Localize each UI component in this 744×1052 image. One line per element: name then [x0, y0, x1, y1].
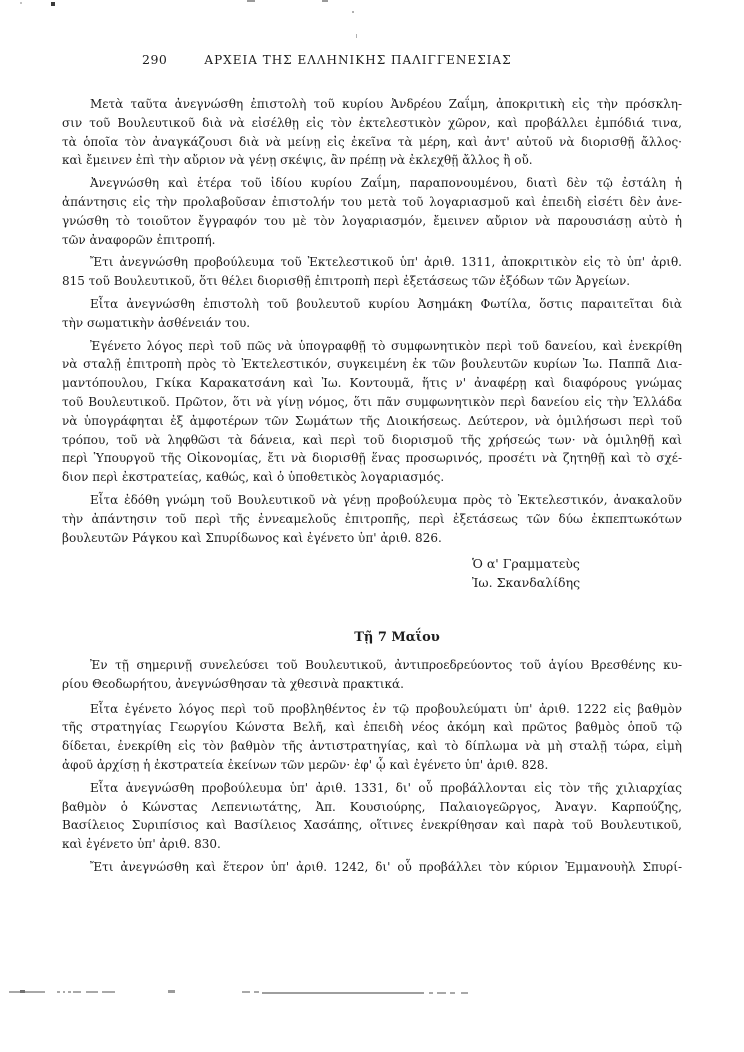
text-line: Μετὰ ταῦτα ἀνεγνώσθη ἐπιστολὴ τοῦ κυρίου Ἀνδρέου Ζαΐμη, ἀποκριτικὴ εἰς τὴν πρόσκλη-	[90, 97, 682, 111]
text-line: ρίου Θεοδωρήτου, ἀνεγνώσθησαν τὰ χθεσινὰ πρακτικά.	[62, 676, 404, 691]
scan-artifact	[63, 991, 65, 993]
text-line: περὶ Ὑπουργοῦ τῆς Οἰκονομίας, ἔτι νὰ διορισθῇ ἕνας προσωρινός, προσέτι νὰ ζητηθῇ καὶ τὸ σχέ-	[62, 451, 682, 466]
scan-artifact	[352, 11, 354, 13]
scan-artifact	[461, 992, 468, 994]
text-line: σιν τοῦ Βουλευτικοῦ διὰ νὰ εἰσέλθῃ εἰς τὸν ἐκτελεστικὸν χῶρον, καὶ προβάλλει ἐμπόδιά τινα,	[62, 115, 682, 130]
scan-artifact	[20, 2, 22, 4]
paragraph	[62, 858, 682, 877]
scan-artifact	[437, 992, 446, 994]
text-line: ἀπάντησις εἰς τὴν προλαβοῦσαν ἐπιστολήν του μετὰ τοῦ λογαριασμοῦ καὶ ἐπειδὴ εἰσέτι δὲν ἀνε-	[62, 194, 682, 209]
text-line: δίδεται, ἐνεκρίθη εἰς τὸν βαθμὸν τῆς ἀντιστρατηγίας, καὶ τὸ δίπλωμα νὰ μὴ σταλῇ τώρα, εἰμὴ	[62, 739, 682, 754]
scan-artifact	[102, 991, 115, 993]
scan-artifact	[73, 991, 81, 993]
running-header-title: ΑΡΧΕΙΑ ΤΗΣ ΕΛΛΗΝΙΚΗΣ ΠΑΛΙΓΓΕΝΕΣΙΑΣ	[204, 53, 512, 67]
paragraph	[62, 779, 682, 854]
text-line: Εἶτα ἀνεγνώσθη προβούλευμα ὑπ' ἀριθ. 1331, δι' οὗ προβάλλονται εἰς τὸν τῆς χιλιαρχίας	[90, 780, 682, 795]
scan-artifact	[242, 991, 250, 993]
scan-artifact	[168, 990, 175, 993]
paragraph	[62, 337, 682, 487]
paragraph	[62, 95, 682, 170]
text-line: καὶ ἔμεινεν ἐπὶ τὴν αὔριον νὰ γένῃ σκέψις, ἂν πρέπῃ νὰ ἐκλεχθῇ ἄλλος ἢ οὔ.	[62, 153, 533, 168]
text-line: βουλευτῶν Ράγκου καὶ Σπυρίδωνος καὶ ἐγένετο ὑπ' ἀριθ. 826.	[62, 530, 442, 545]
scan-artifact	[356, 34, 357, 38]
paragraph	[62, 700, 682, 775]
text-line: τὰ ὁποῖα τὸν ἀναγκάζουσι διὰ νὰ μείνῃ εἰς ἐκεῖνα τὰ μέρη, καὶ ἀντ' αὐτοῦ νὰ διορισθῇ ἄλλος·	[62, 134, 682, 149]
paragraph	[62, 491, 682, 547]
session-date-heading: Τῇ 7 Μαΐου	[354, 629, 440, 645]
paragraph	[62, 295, 682, 333]
document-body	[62, 95, 682, 881]
text-line: Ἔτι ἀνεγνώσθη καὶ ἕτερον ὑπ' ἀριθ. 1242, δι' οὗ προβάλλει τὸν κύριον Ἐμμανουὴλ Σπυρί-	[90, 859, 682, 874]
text-line: τῆς στρατηγίας Γεωργίου Κώνστα Βελῆ, καὶ ἐπειδὴ νέος ἀκόμη καὶ πρῶτος βαθμὸς ὁποῦ τῷ	[62, 720, 682, 735]
text-line: Ἐγένετο λόγος περὶ τοῦ πῶς νὰ ὑπογραφθῇ τὸ συμφωνητικὸν περὶ τοῦ δανείου, καὶ ἐνεκρίθη	[90, 338, 682, 353]
text-line: τῶν ἀναφορῶν ἐπιτροπή.	[62, 232, 216, 247]
scan-artifact	[20, 990, 25, 993]
scan-artifact	[51, 2, 55, 6]
paragraph	[62, 253, 682, 291]
page-number: 290	[142, 52, 168, 67]
text-line: Εἶτα ἀνεγνώσθη ἐπιστολὴ τοῦ βουλευτοῦ κυρίου Ἀσημάκη Φωτίλα, ὅστις παραιτεῖται διὰ	[90, 296, 682, 311]
text-line: Ἔτι ἀνεγνώσθη προβούλευμα τοῦ Ἐκτελεστικοῦ ὑπ' ἀριθ. 1311, ἀποκριτικὸν εἰς τὸ ὑπ' ἀριθ.	[90, 255, 682, 270]
signature-name: Ἰω. Σκανδαλίδης	[471, 575, 581, 591]
text-line: μαντόπουλου, Γκίκα Καρακατσάνη καὶ Ἰω. Κοντουμᾶ, ἥτις ν' ἀναφέρῃ καὶ διαφόρους γνώμας	[62, 376, 682, 391]
text-line: Εἶτα ἐδόθη γνώμη τοῦ Βουλευτικοῦ νὰ γένῃ προβούλευμα πρὸς τὸ Ἐκτελεστικόν, ἀνακαλοῦν	[90, 492, 682, 507]
text-line: διον περὶ ἐκστρατείας, καθώς, καὶ ὁ ὑποθετικὸς λογαριασμός.	[62, 470, 445, 485]
text-line: Ἐν τῇ σημερινῇ συνελεύσει τοῦ Βουλευτικοῦ, ἀντιπροεδρεύοντος τοῦ ἁγίου Βρεσθένης κυ-	[90, 657, 682, 672]
text-line: γνώσθη τὸ τοιοῦτον ἔγγραφόν του μὲ τὸν λογαριασμόν, ἔμεινεν αὔριον νὰ παρουσιάσῃ αὐτὸ ἡ	[62, 213, 682, 228]
signature-block	[426, 554, 626, 592]
text-line: νὰ σταλῇ ἐπιτροπὴ πρὸς τὸ Ἐκτελεστικόν, συγκειμένη ἐκ τῶν βουλευτῶν κυρίων Ἰω. Παππᾶ Δια-	[62, 357, 682, 372]
text-line: Εἶτα ἐγένετο λόγος περὶ τοῦ προβληθέντος ἐν τῷ προβουλεύματι ὑπ' ἀριθ. 1222 εἰς βαθμὸν	[90, 701, 682, 716]
text-line: ἀφοῦ ἀρχίσῃ ἡ ἐκστρατεία ἐκείνων τῶν μερῶν· ἐφ' ᾧ καὶ ἐγένετο ὑπ' ἀριθ. 828.	[62, 757, 549, 772]
scan-artifact	[68, 991, 71, 993]
text-line: Βασίλειος Συριπίσιος καὶ Βασίλειος Χασάπης, οἵτινες ἐνεκρίθησαν καὶ παρὰ τοῦ Βουλευτικοῦ,	[62, 818, 682, 833]
text-line: 815 τοῦ Βουλευτικοῦ, ὅτι θέλει διορισθῇ ἐπιτροπὴ περὶ ἐξετάσεως τῶν ἐξόδων τῶν Ἀργείων.	[62, 274, 631, 289]
scan-artifact	[247, 0, 255, 2]
text-line: τὴν σωματικὴν ἀσθένειάν του.	[62, 315, 251, 330]
text-line: τρόπου, τοῦ νὰ ληφθῶσι τὰ δάνεια, καὶ περὶ τοῦ διορισμοῦ τῆς χρήσεώς των· νὰ ὁμιληθῇ καὶ	[62, 432, 682, 447]
signature-role: Ὁ α' Γραμματεὺς	[472, 556, 580, 572]
scan-artifact	[322, 0, 328, 2]
text-line: βαθμὸν ὁ Κώνστας Λεπενιωτάτης, Ἀπ. Κουσιούρης, Παλαιογεῶργος, Ἀναγν. Καρπούζης,	[62, 799, 682, 814]
text-line: Ἀνεγνώσθη καὶ ἑτέρα τοῦ ἰδίου κυρίου Ζαΐμη, παραπονουμένου, διατὶ δὲν τῷ ἐστάλη ἡ	[90, 176, 682, 191]
scan-artifact	[57, 991, 60, 993]
scan-artifact	[450, 992, 455, 994]
text-line: καὶ ἐγένετο ὑπ' ἀριθ. 830.	[62, 837, 221, 852]
paragraph	[62, 656, 682, 694]
scan-artifact	[429, 992, 433, 994]
text-line: νὰ ὑπογράφηται ἐξ ἀμφοτέρων τῶν Σωμάτων τῆς Διοικήσεως. Δεύτερον, νὰ ὁμιλήσωσι περὶ τοῦ	[62, 413, 682, 428]
scan-artifact	[86, 991, 98, 993]
scan-artifact	[9, 991, 45, 993]
scan-artifact	[254, 991, 259, 993]
text-line: τοῦ Βουλευτικοῦ. Πρῶτον, ὅτι νὰ γίνῃ νόμος, ὅτι πᾶν συμφωνητικὸν περὶ δανείου εἰς τὴν Ἑλλάδα	[62, 394, 682, 409]
paragraph	[62, 174, 682, 249]
scan-artifact	[262, 992, 424, 994]
text-line: τὴν ἀπάντησιν τοῦ περὶ τῆς ἐννεαμελοῦς ἐπιτροπῆς, περὶ ἐξετάσεως τῶν δύω ἐκπεπτωκότων	[62, 511, 682, 526]
